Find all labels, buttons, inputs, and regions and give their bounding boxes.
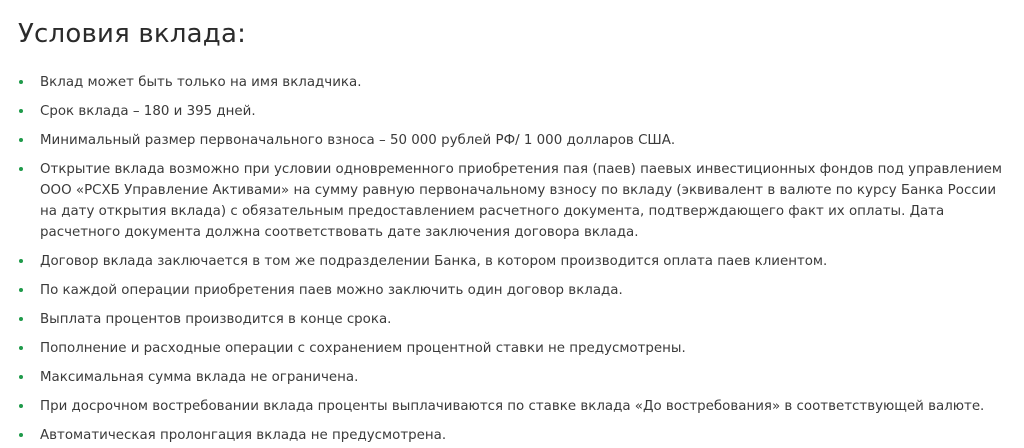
bullet-icon: [19, 433, 23, 437]
list-item-text: Максимальная сумма вклада не ограничена.: [40, 370, 359, 385]
conditions-list: [18, 72, 1004, 446]
list-item: [18, 367, 1004, 388]
bullet-icon: [19, 109, 23, 113]
bullet-icon: [19, 259, 23, 263]
list-item-text: По каждой операции приобретения паев можно заключить один договор вклада.: [40, 283, 623, 298]
list-item-text: Выплата процентов производится в конце срока.: [40, 312, 392, 327]
list-item: [18, 159, 1004, 243]
list-item: [18, 72, 1004, 93]
bullet-icon: [19, 138, 23, 142]
bullet-icon: [19, 288, 23, 292]
list-item-text: Открытие вклада возможно при условии одновременного приобретения пая (паев) паевых инвестиционных фондов под управлением ООО «РСХБ Управление Активами» на сумму равную первоначальному взносу по вкладу (эквивалент в валюте по курсу Банка России на дату открытия вклада) с обязательным предоставлением расчетного документа, подтверждающего факт их оплаты. Дата расчетного документа должна соответствовать дате заключения договора вклада.: [40, 162, 1003, 240]
list-item-text: Минимальный размер первоначального взноса – 50 000 рублей РФ/ 1 000 долларов США.: [40, 133, 676, 148]
list-item: [18, 251, 1004, 272]
bullet-icon: [19, 317, 23, 321]
list-item: [18, 396, 1004, 417]
list-item-text: Пополнение и расходные операции с сохранением процентной ставки не предусмотрены.: [40, 341, 686, 356]
list-item-text: При досрочном востребовании вклада проценты выплачиваются по ставке вклада «До востребования» в соответствующей валюте.: [40, 399, 985, 414]
list-item-text: Вклад может быть только на имя вкладчика.: [40, 75, 362, 90]
list-item-text: Автоматическая пролонгация вклада не предусмотрена.: [40, 428, 447, 443]
list-item: [18, 338, 1004, 359]
list-item: [18, 101, 1004, 122]
list-item-text: Договор вклада заключается в том же подразделении Банка, в котором производится оплата паев клиентом.: [40, 254, 828, 269]
section-title: Условия вклада:: [18, 19, 247, 49]
bullet-icon: [19, 404, 23, 408]
list-item: [18, 280, 1004, 301]
bullet-icon: [19, 80, 23, 84]
list-item: [18, 130, 1004, 151]
list-item: [18, 309, 1004, 330]
list-item-text: Срок вклада – 180 и 395 дней.: [40, 104, 256, 119]
bullet-icon: [19, 375, 23, 379]
bullet-icon: [19, 167, 23, 171]
bullet-icon: [19, 346, 23, 350]
list-item: [18, 425, 1004, 446]
